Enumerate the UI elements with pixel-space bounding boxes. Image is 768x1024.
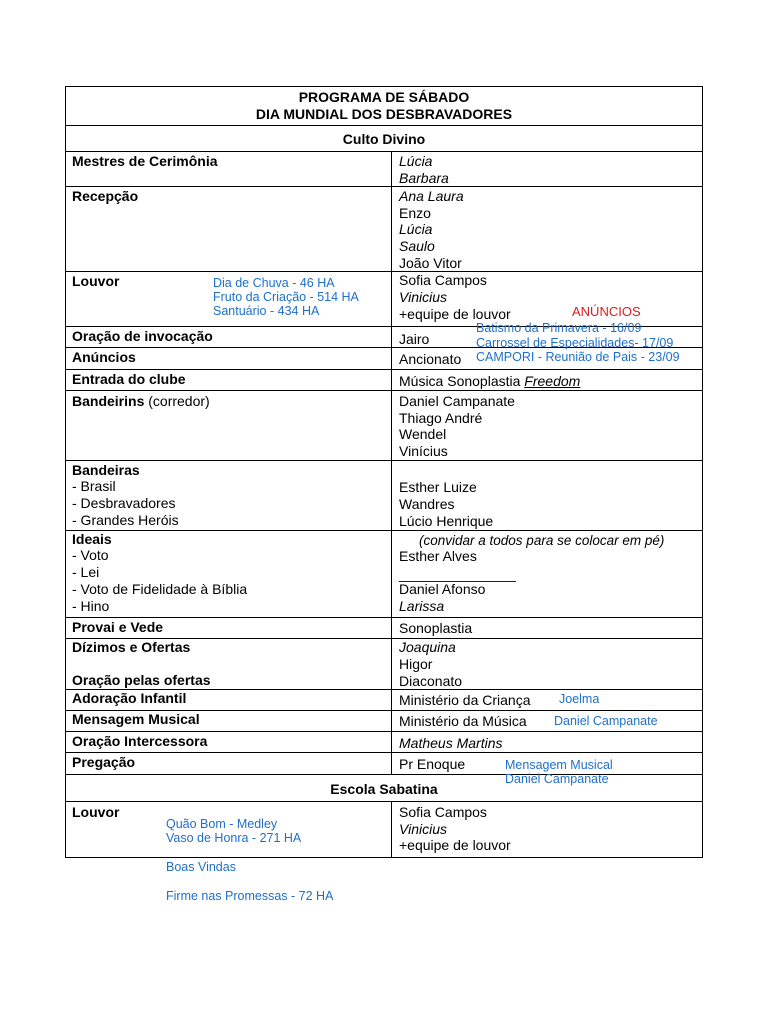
- row-value: Saulo: [399, 238, 435, 254]
- row-label-mensagem: Mensagem Musical: [72, 711, 200, 727]
- table-divider: [65, 530, 703, 531]
- handwritten-note: Boas Vindas: [166, 860, 236, 874]
- row-label-dizimos: Dízimos e Ofertas: [72, 639, 191, 655]
- handwritten-note: Fruto da Criação - 514 HA: [213, 290, 359, 304]
- row-value: João Vitor: [399, 255, 462, 271]
- row-sublabel: - Desbravadores: [72, 495, 176, 511]
- handwritten-note: Quão Bom - Medley: [166, 817, 278, 831]
- program-title: PROGRAMA DE SÁBADO: [298, 89, 470, 105]
- handwritten-note: Batismo da Primavera - 16/09: [476, 321, 642, 335]
- handwritten-note: Santuário - 434 HA: [213, 304, 320, 318]
- row-value: Ana Laura: [399, 188, 464, 204]
- row-value: Matheus Martins: [399, 735, 503, 751]
- handwritten-note: Carrossel de Especialidades- 17/09: [476, 336, 674, 350]
- table-divider: [65, 731, 703, 732]
- program-subtitle: DIA MUNDIAL DOS DESBRAVADORES: [255, 106, 513, 122]
- row-label-anuncios: Anúncios: [72, 349, 136, 365]
- row-value: Pr Enoque: [399, 756, 466, 772]
- row-value: Larissa: [399, 598, 445, 614]
- row-value: Thiago André: [399, 410, 483, 426]
- row-sublabel: - Grandes Heróis: [72, 512, 179, 528]
- handwritten-note: CAMPORI - Reunião de Pais - 23/09: [476, 350, 680, 364]
- row-sublabel: - Hino: [72, 598, 110, 614]
- row-label-louvor-escola: Louvor: [72, 804, 120, 820]
- table-divider: [65, 271, 703, 272]
- row-value: Daniel Afonso: [399, 581, 486, 597]
- handwritten-note: Dia de Chuva - 46 HA: [213, 276, 335, 290]
- column-divider: [391, 801, 392, 858]
- row-value: Wandres: [399, 496, 455, 512]
- table-divider: [65, 617, 703, 618]
- row-label-adoracao: Adoração Infantil: [72, 690, 187, 706]
- row-value: Ministério da Criança: [399, 692, 531, 708]
- row-label-oracao-ofertas: Oração pelas ofertas: [72, 672, 211, 688]
- table-divider: [65, 125, 703, 126]
- row-value: Sofia Campos: [399, 804, 487, 820]
- row-value: Lúcia: [399, 221, 433, 237]
- table-divider: [65, 390, 703, 391]
- table-divider: [65, 460, 703, 461]
- row-value: +equipe de louvor: [399, 306, 511, 322]
- row-value: Vinicius: [399, 289, 447, 305]
- column-divider: [391, 151, 392, 774]
- row-value: Vinícius: [399, 443, 448, 459]
- handwritten-note: Daniel Campanate: [505, 772, 609, 786]
- row-label-bandeiras: Bandeiras: [72, 462, 140, 478]
- row-value: Esther Alves: [399, 548, 477, 564]
- row-value: Lúcia: [399, 153, 433, 169]
- table-divider: [65, 752, 703, 753]
- table-divider: [65, 369, 703, 370]
- row-value: Ancionato: [399, 351, 462, 367]
- table-divider: [65, 151, 703, 152]
- row-value: +equipe de louvor: [399, 837, 511, 853]
- row-label-entrada: Entrada do clube: [72, 371, 186, 387]
- song-title: Freedom: [524, 373, 581, 389]
- row-value: Vinicius: [399, 821, 447, 837]
- table-divider: [65, 186, 703, 187]
- handwritten-note: Joelma: [559, 692, 600, 706]
- row-label-ideais: Ideais: [72, 531, 112, 547]
- handwritten-note: Daniel Campanate: [554, 714, 658, 728]
- row-label-intercessora: Oração Intercessora: [72, 733, 208, 749]
- row-sublabel: - Voto: [72, 547, 109, 563]
- row-label-pregacao: Pregação: [72, 754, 136, 770]
- row-value: Enzo: [399, 205, 431, 221]
- row-note: (convidar a todos para se colocar em pé): [419, 533, 665, 548]
- row-value: Ministério da Música: [399, 713, 527, 729]
- row-label-bandeirins: Bandeirins (corredor): [72, 393, 210, 409]
- section-culto-divino: Culto Divino: [342, 131, 426, 147]
- anuncios-heading-note: ANÚNCIOS: [572, 304, 641, 319]
- row-value: Barbara: [399, 170, 449, 186]
- row-value: Lúcio Henrique: [399, 513, 494, 529]
- section-escola-sabatina: Escola Sabatina: [330, 781, 438, 797]
- row-label-mestres: Mestres de Cerimônia: [72, 153, 218, 169]
- handwritten-note: Firme nas Promessas - 72 HA: [166, 889, 334, 903]
- blank-line: _______________: [399, 566, 516, 582]
- row-value: Wendel: [399, 426, 447, 442]
- row-label-provai: Provai e Vede: [72, 619, 164, 635]
- handwritten-note: Vaso de Honra - 271 HA: [166, 831, 302, 845]
- row-value: Música Sonoplastia Freedom: [399, 373, 581, 389]
- row-sublabel: - Voto de Fidelidade à Bíblia: [72, 581, 248, 597]
- row-value: Diaconato: [399, 673, 463, 689]
- row-sublabel: - Lei: [72, 564, 100, 580]
- row-value: Daniel Campanate: [399, 393, 515, 409]
- row-label-recepcao: Recepção: [72, 188, 139, 204]
- row-value: Sofia Campos: [399, 272, 487, 288]
- row-value: Jairo: [399, 331, 430, 347]
- table-divider: [65, 801, 703, 802]
- row-value: Esther Luize: [399, 479, 477, 495]
- row-value: Higor: [399, 656, 433, 672]
- row-label-oracao-invocacao: Oração de invocação: [72, 328, 213, 344]
- row-sublabel: - Brasil: [72, 478, 116, 494]
- row-value: Joaquina: [399, 639, 456, 655]
- handwritten-note: Mensagem Musical: [505, 758, 613, 772]
- row-value: Sonoplastia: [399, 620, 473, 636]
- row-label-louvor: Louvor: [72, 273, 120, 289]
